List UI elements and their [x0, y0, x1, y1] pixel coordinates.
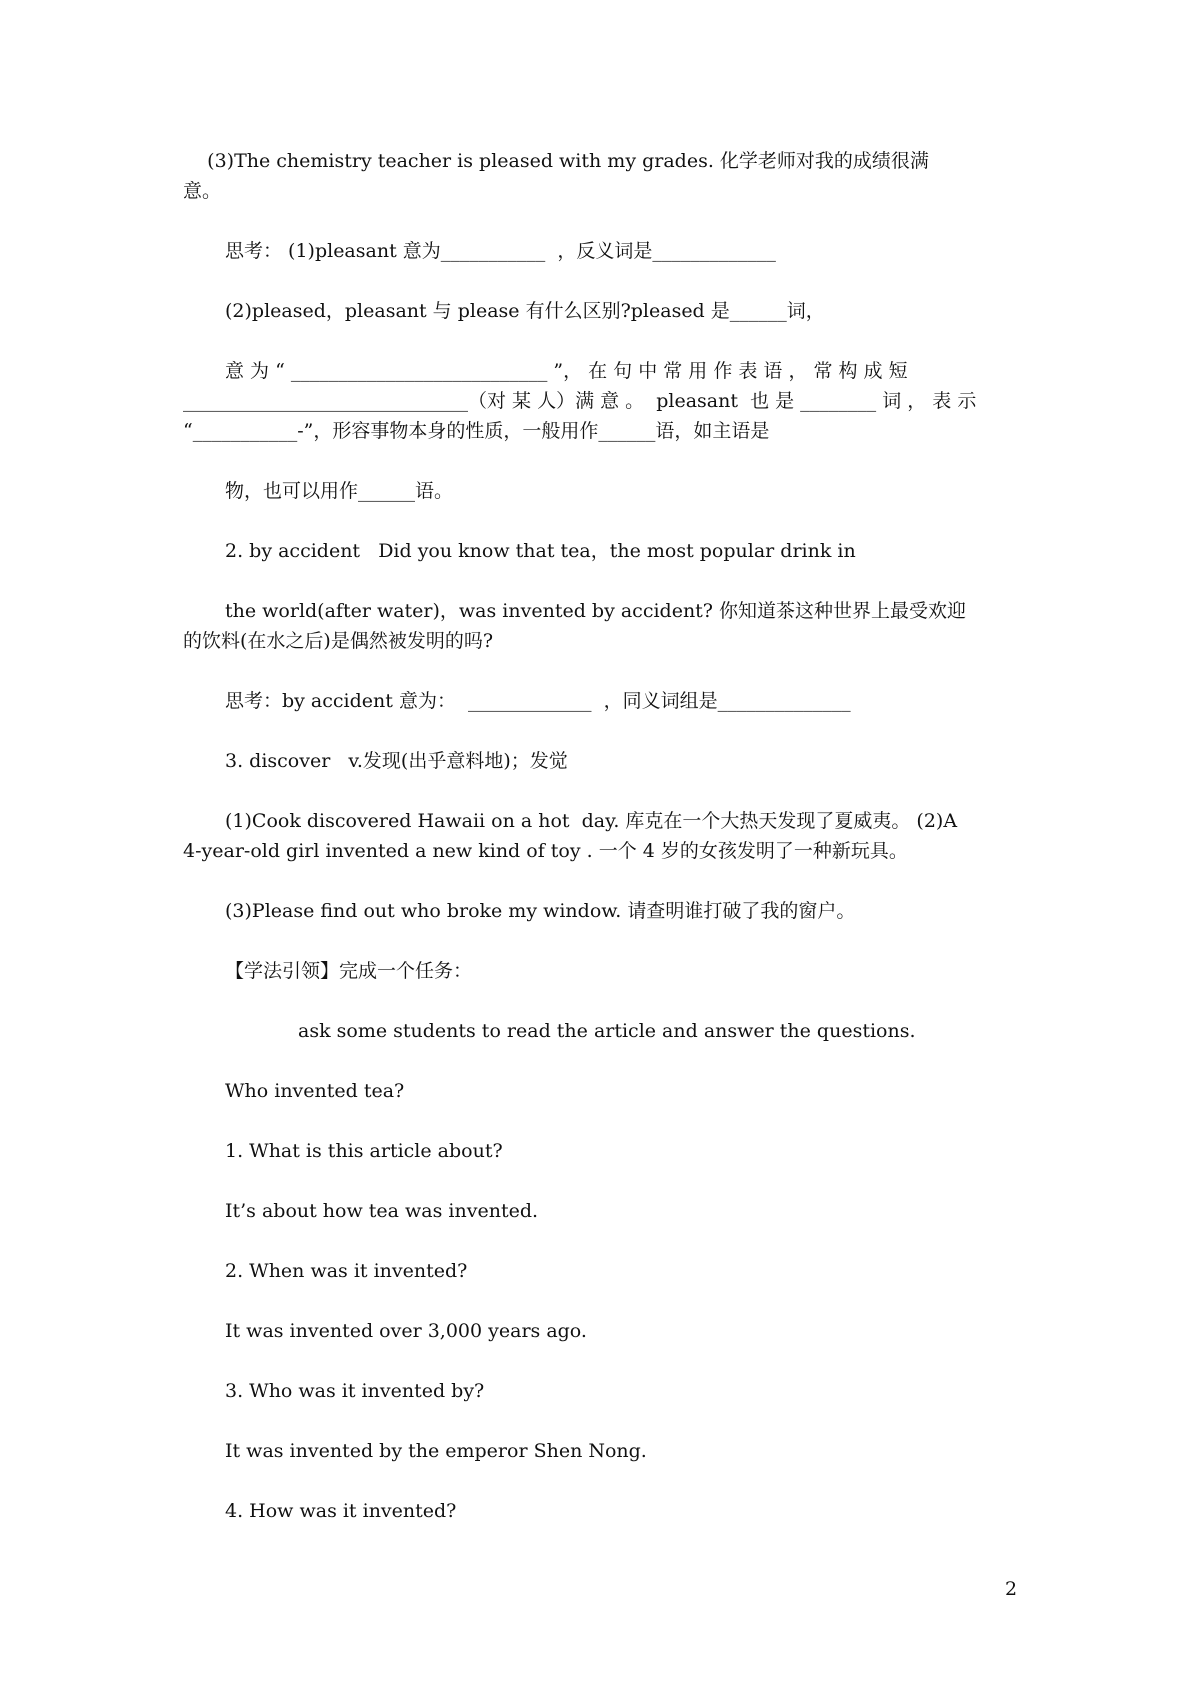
line-4: (2)pleased，pleasant 与 please 有什么区别?pleased 是______词， [225, 300, 825, 322]
line-23: It was invented over 3,000 years ago. [225, 1320, 587, 1342]
line-21: It’s about how tea was invented. [225, 1200, 539, 1222]
line-2: 意。 [183, 180, 222, 202]
line-5: 意 为 “ ___________________________ ”， 在 句 中 常 用 作 表 语 ， 常 构 成 短 [225, 360, 908, 382]
line-9: 2. by accident Did you know that tea，the most popular drink in [225, 540, 856, 562]
line-8: 物，也可以用作______语。 [225, 480, 454, 502]
line-19: Who invented tea? [225, 1080, 405, 1102]
line-16: (3)Please find out who broke my window. 请查明谁打破了我的窗户。 [225, 900, 856, 922]
line-6: ______________________________（对 某 人）满 意 。 pleasant 也 是 ________ 词 ， 表 示 [183, 390, 977, 412]
line-7: “___________-”，形容事物本身的性质，一般用作______语，如主语是 [183, 420, 770, 442]
line-18: ask some students to read the article and answer the questions. [298, 1020, 916, 1042]
line-10: the world(after water)，was invented by accident? 你知道茶这种世界上最受欢迎 [225, 600, 967, 622]
line-15: 4-year-old girl invented a new kind of toy . 一个 4 岁的女孩发明了一种新玩具。 [183, 840, 908, 862]
line-11: 的饮料(在水之后)是偶然被发明的吗? [183, 630, 494, 652]
line-22: 2. When was it invented? [225, 1260, 468, 1282]
line-17: 【学法引领】完成一个任务： [225, 960, 473, 982]
line-20: 1. What is this article about? [225, 1140, 503, 1162]
line-25: It was invented by the emperor Shen Nong. [225, 1440, 647, 1462]
line-13: 3. discover v.发现(出乎意料地)；发觉 [225, 750, 568, 772]
page-number: 2 [1005, 1578, 1018, 1600]
line-24: 3. Who was it invented by? [225, 1380, 485, 1402]
line-3: 思考： (1)pleasant 意为___________ ，反义词是_____________ [225, 240, 776, 262]
line-12: 思考：by accident 意为： _____________ ，同义词组是______________ [225, 690, 851, 712]
line-1: (3)The chemistry teacher is pleased with my grades. 化学老师对我的成绩很满 [183, 150, 929, 172]
line-26: 4. How was it invented? [225, 1500, 457, 1522]
line-14: (1)Cook discovered Hawaii on a hot day. 库克在一个大热天发现了夏威夷。 (2)A [225, 810, 958, 832]
